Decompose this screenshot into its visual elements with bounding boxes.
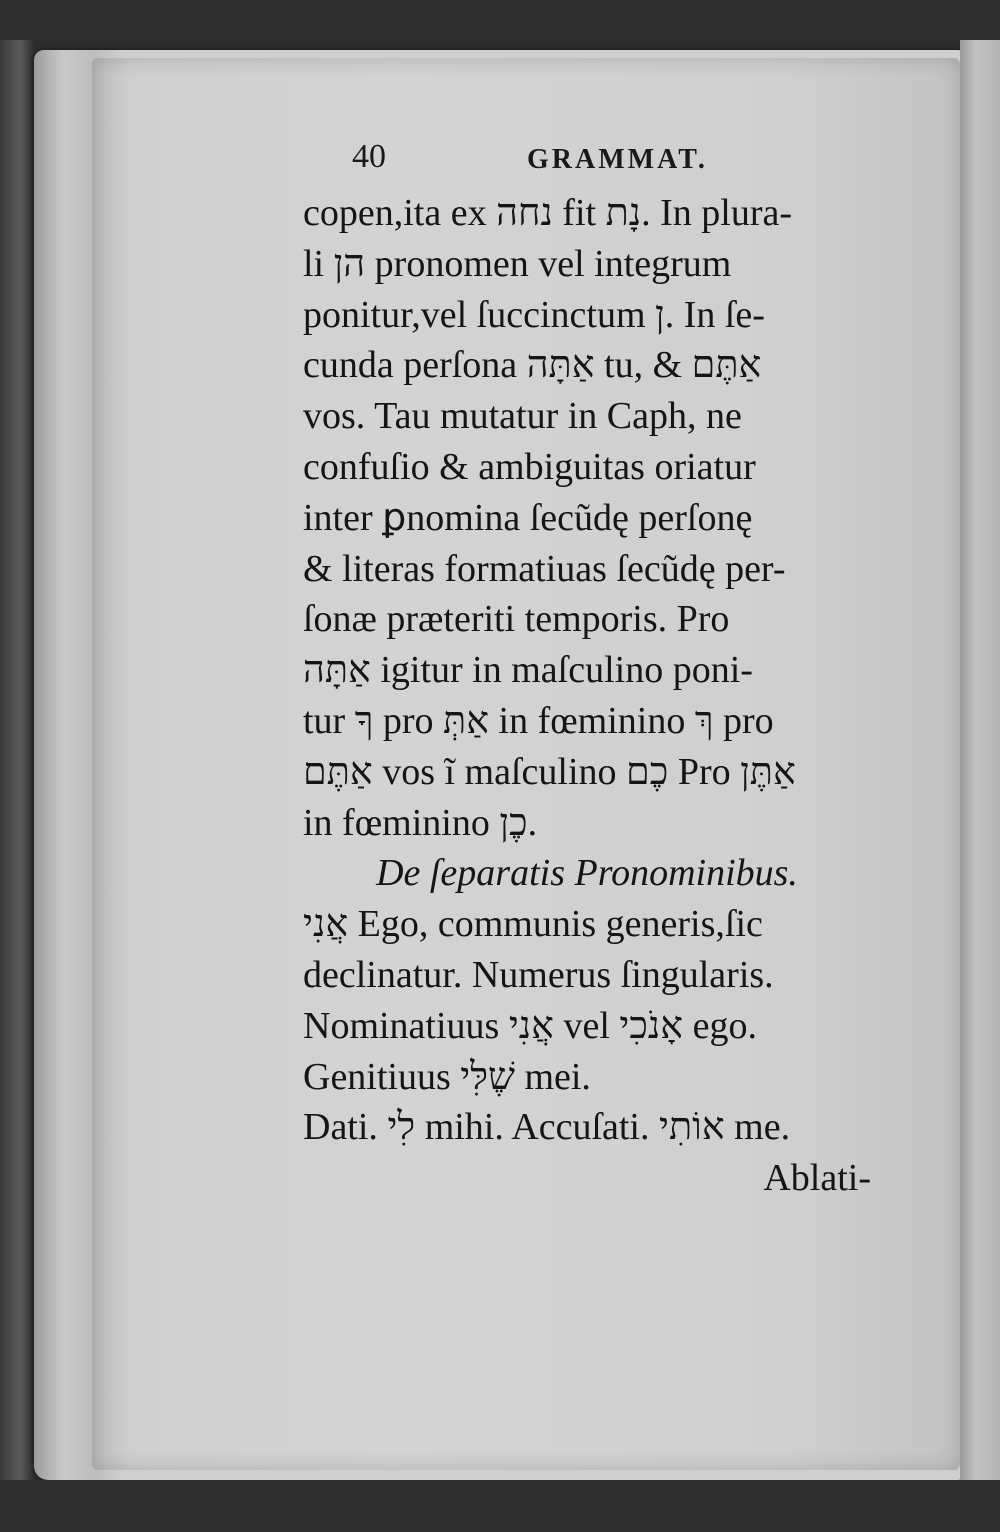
- running-title: GRAMMAT.: [527, 144, 708, 175]
- text-line: אַתֶּם vos ĩ maſculino כֶם Pro אַתֶּן: [303, 750, 796, 793]
- facing-page-edge: [960, 40, 1000, 1490]
- text-line: ponitur,vel ſuccinctum ן. In ſe-: [303, 293, 765, 336]
- text-line: declinatur. Numerus ſingularis.: [303, 953, 774, 996]
- text-line: אַתָּה igitur in maſculino poni-: [303, 649, 753, 692]
- text-line: ſonæ præteriti temporis. Pro: [303, 598, 730, 641]
- section-heading: De ſeparatis Pronominibus.: [376, 852, 798, 895]
- text-line: Dati. לִי mihi. Accuſati. אוֹתִי me.: [303, 1106, 791, 1149]
- scan-bottom-margin: [0, 1480, 1000, 1532]
- running-head: [352, 138, 772, 182]
- text-line: copen,ita ex נחה fit נָת. In plura-: [303, 192, 793, 234]
- scan-top-margin: [0, 0, 1000, 40]
- text-line: Nominatiuus אֲנִי vel אָנֹכִי ego.: [303, 1004, 757, 1047]
- text-line: Genitiuus שֶׁלִּי mei.: [303, 1055, 591, 1098]
- text-line: cunda perſona אַתָּה tu, & אַתֶּם: [303, 344, 762, 387]
- text-line: אֲנִי Ego, communis generis,ſic: [303, 903, 763, 946]
- text-line: tur ךָ pro אַתְּ in fœminino ךְ pro: [303, 699, 774, 742]
- catchword: Ablati-: [763, 1157, 871, 1200]
- page-number: 40: [352, 138, 386, 175]
- text-line: inter ꝑnomina ſecũdę perſonę: [303, 496, 753, 539]
- text-line: in fœminino כֶן.: [303, 801, 538, 844]
- text-line: vos. Tau mutatur in Caph, ne: [303, 395, 742, 438]
- text-line: & literas formatiuas ſecũdę per-: [303, 547, 786, 590]
- text-line: confuſio & ambiguitas oriatur: [303, 445, 756, 488]
- main-text: [303, 188, 871, 1204]
- text-line: li הן pronomen vel integrum: [303, 242, 732, 285]
